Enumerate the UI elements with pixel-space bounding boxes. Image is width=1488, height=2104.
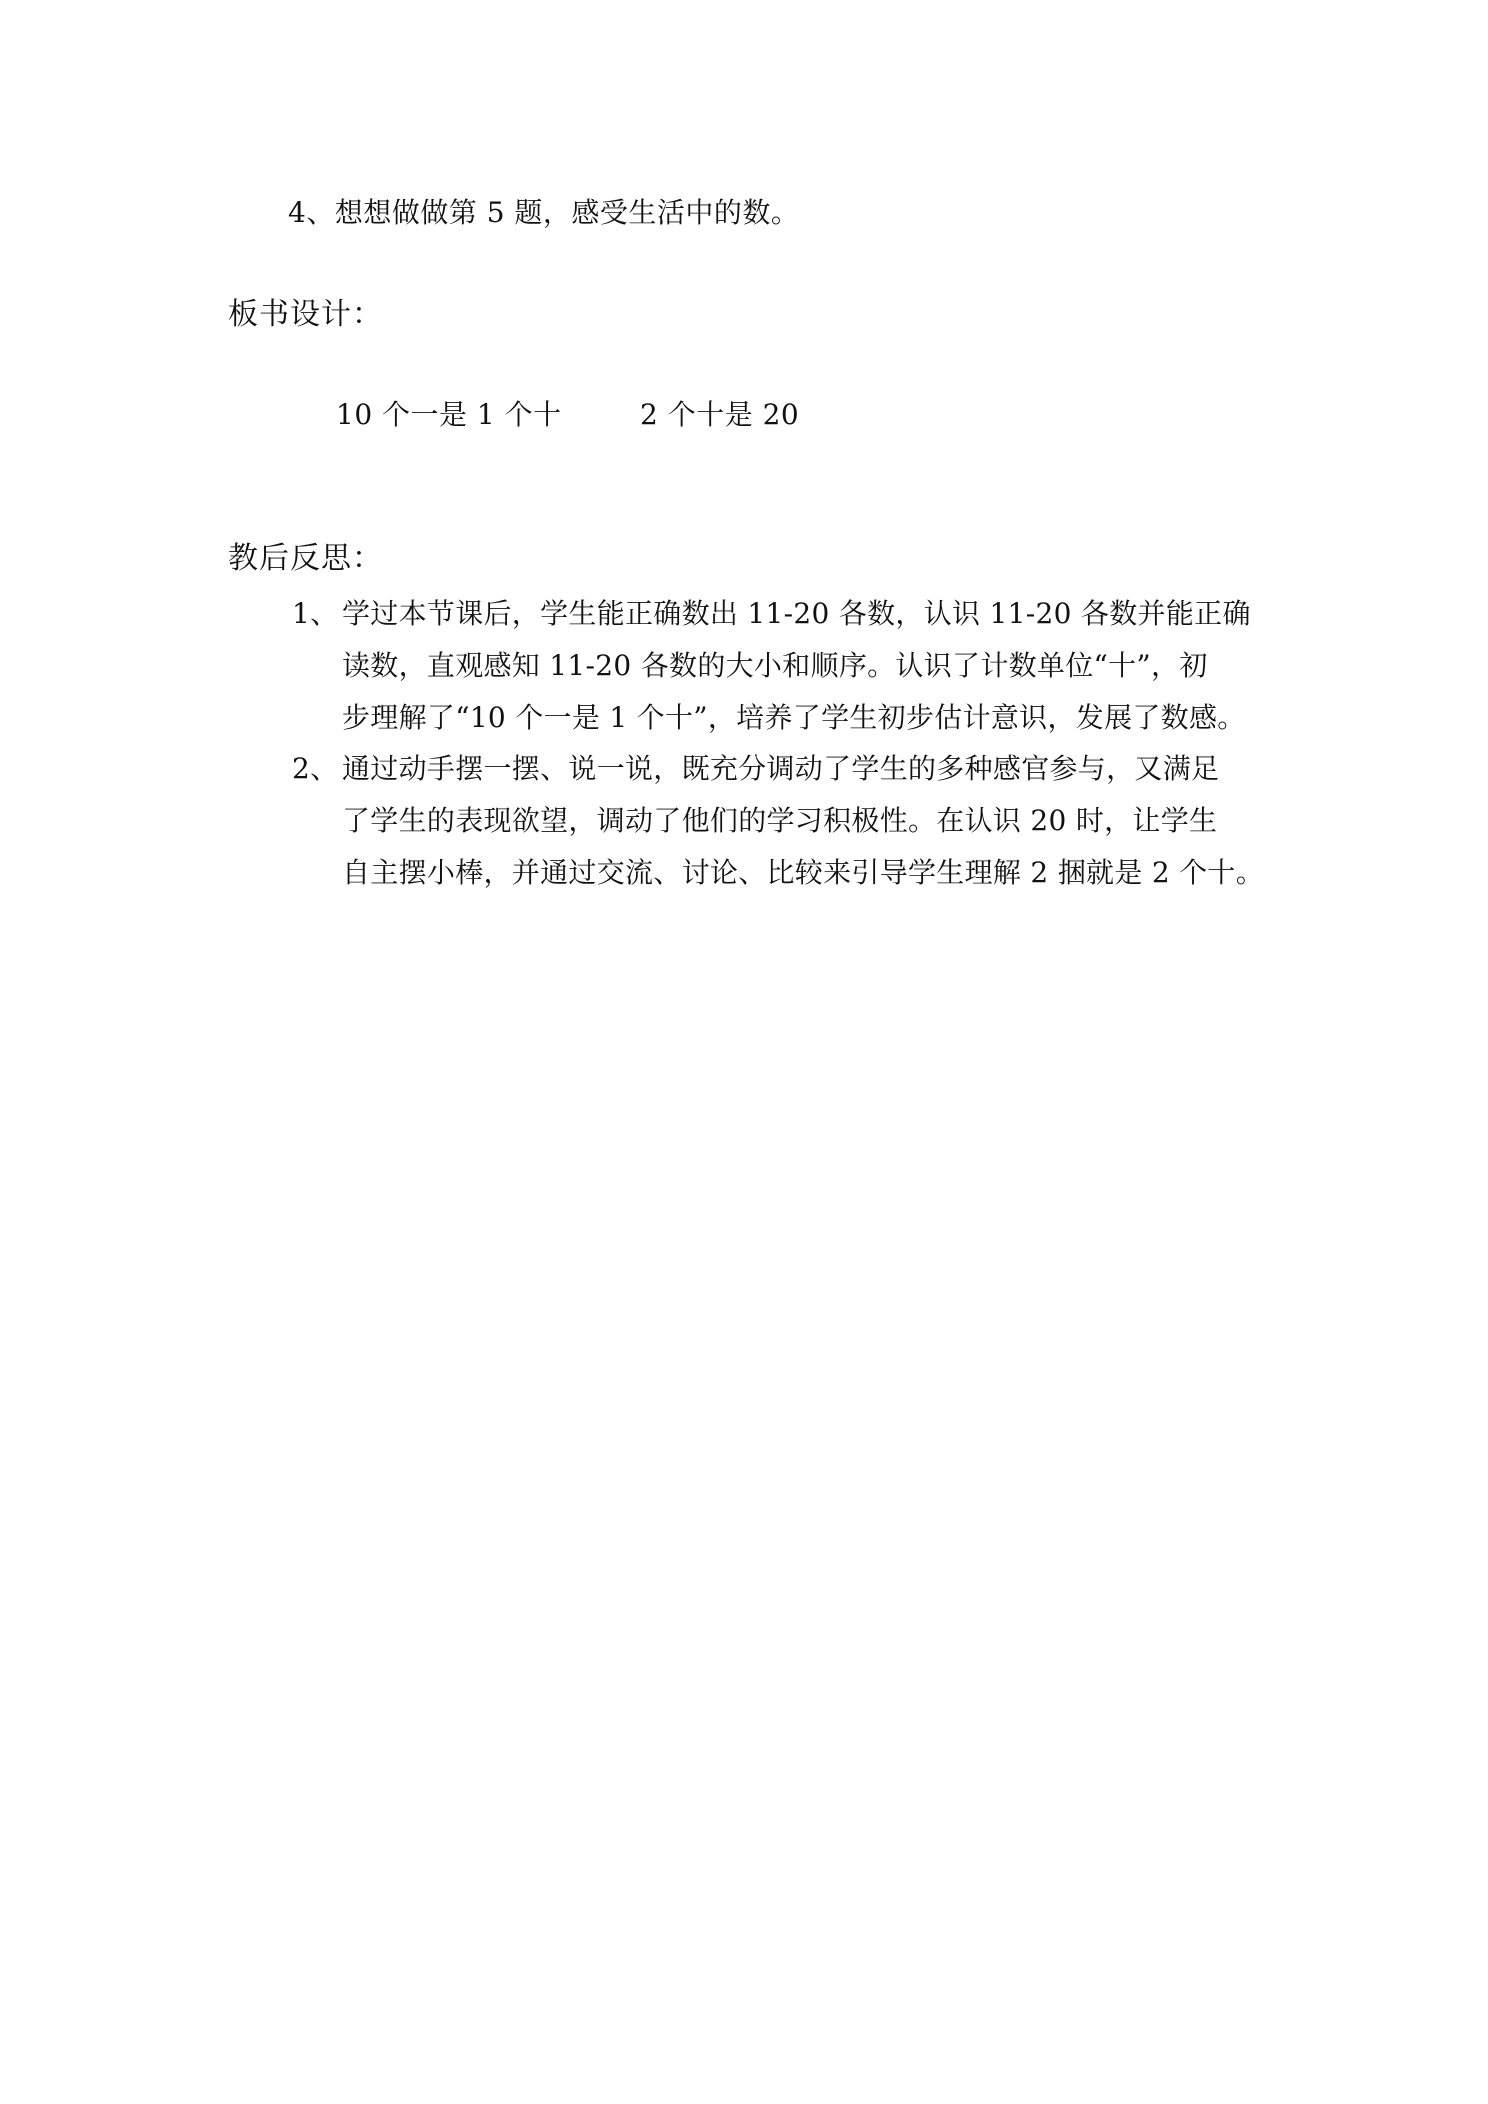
reflection-heading: 教后反思： [228, 541, 383, 576]
reflection-line: 自主摆小棒，并通过交流、讨论、比较来引导学生理解 2 捆就是 2 个十。 [342, 856, 1265, 889]
board-design-left: 10 个一是 1 个十 [336, 398, 562, 431]
reflection-line: 了学生的表现欲望，调动了他们的学习积极性。在认识 20 时，让学生 [342, 804, 1218, 837]
reflection-line: 通过动手摆一摆、说一说，既充分调动了学生的多种感官参与，又满足 [342, 752, 1220, 785]
reflection-line: 步理解了“10 个一是 1 个十”，培养了学生初步估计意识，发展了数感。 [342, 701, 1246, 734]
board-design-heading: 板书设计： [228, 297, 383, 332]
reflection-line: 学过本节课后，学生能正确数出 11-20 各数，认识 11-20 各数并能正确 [342, 597, 1251, 630]
reflection-item-number: 1、 [292, 597, 339, 630]
reflection-item-1 [292, 588, 1272, 744]
reflection-item-number: 2、 [292, 752, 339, 785]
reflection-line: 读数，直观感知 11-20 各数的大小和顺序。认识了计数单位“十”，初 [342, 649, 1208, 682]
reflection-item-2 [292, 743, 1272, 899]
exercise-item-4: 4、想想做做第 5 题，感受生活中的数。 [288, 196, 800, 229]
board-design-right: 2 个十是 20 [640, 398, 800, 431]
